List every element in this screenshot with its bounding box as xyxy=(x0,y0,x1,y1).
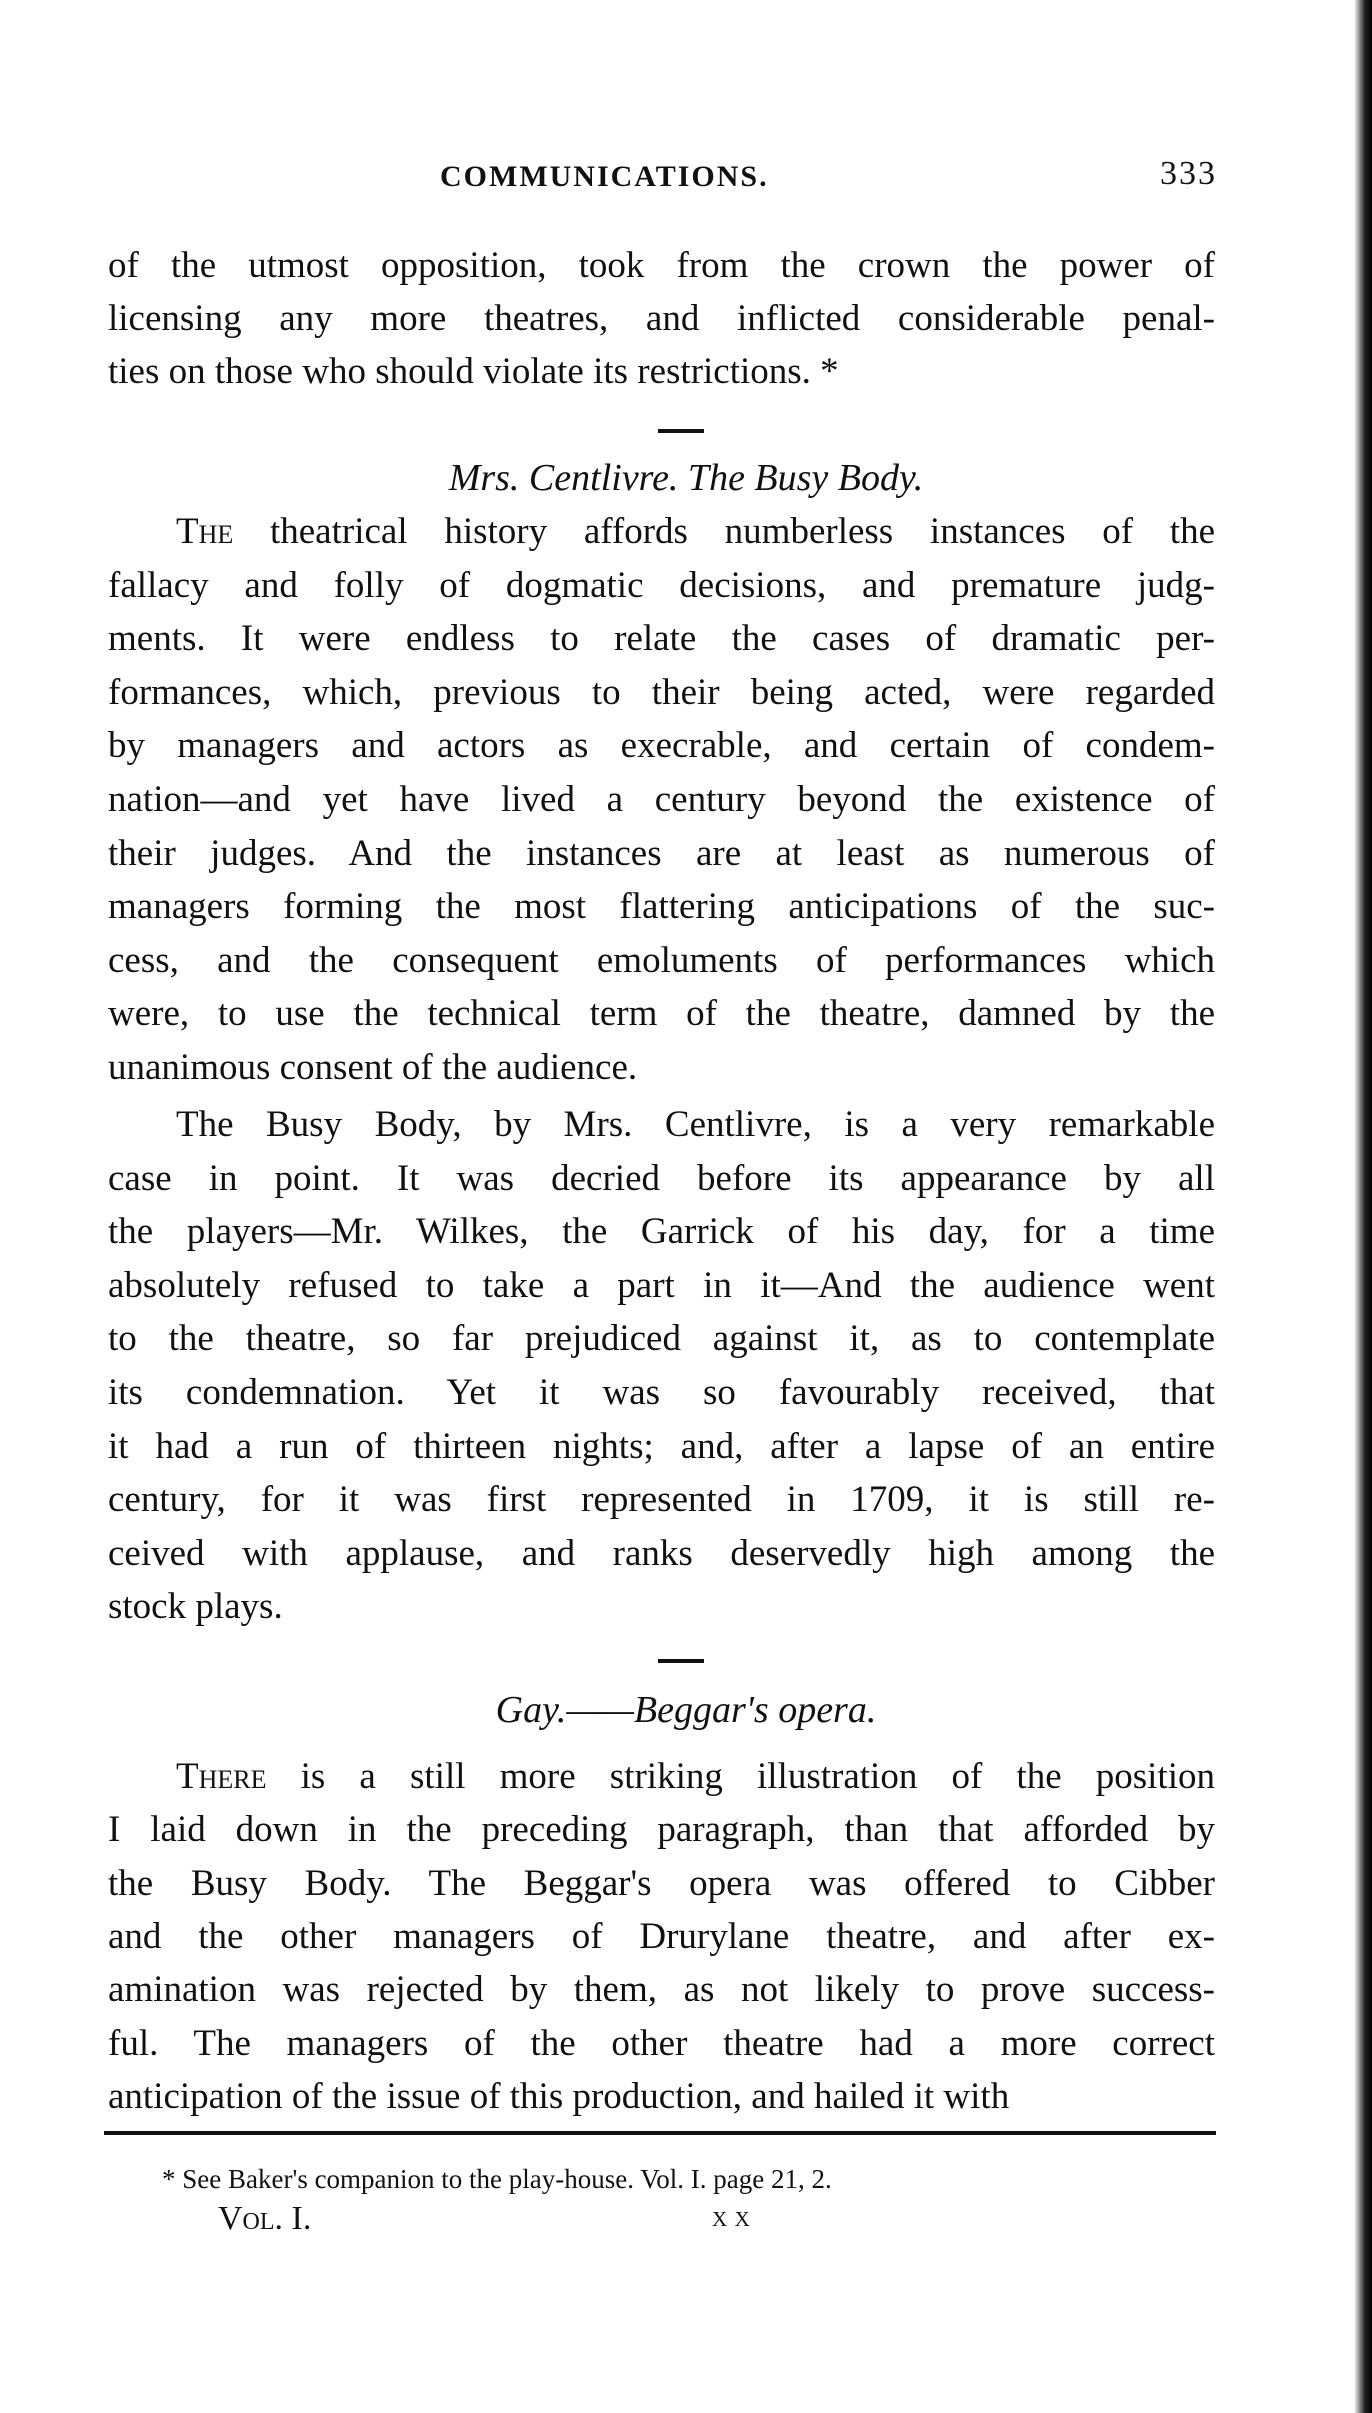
text-line: case in point. It was decried before its appearance by all xyxy=(108,1157,1215,1199)
section-heading: Mrs. Centlivre. The Busy Body. xyxy=(448,457,924,499)
text-line: by managers and actors as execrable, and certain of condem- xyxy=(108,725,1215,767)
page-number: 333 xyxy=(1160,155,1217,192)
text-line: ful. The managers of the other theatre had a more correct xyxy=(108,2022,1215,2064)
text-line: the Busy Body. The Beggar's opera was offered to Cibber xyxy=(108,1862,1215,1904)
text-line: anticipation of the issue of this production, and hailed it with xyxy=(108,2075,1010,2117)
lead-word: The xyxy=(176,511,234,552)
text-line xyxy=(176,1755,1215,1799)
text-line xyxy=(176,510,1215,554)
footnote: * See Baker's companion to the play-house. Vol. I. page 21, 2. xyxy=(162,2164,832,2194)
text-line: their judges. And the instances are at least as numerous of xyxy=(108,832,1215,874)
text-line: absolutely refused to take a part in it—And the audience went xyxy=(108,1264,1215,1306)
text-line: and the other managers of Drurylane theatre, and after ex- xyxy=(108,1915,1215,1957)
text-line: The Busy Body, by Mrs. Centlivre, is a very remarkable xyxy=(176,1104,1215,1145)
text-line: amination was rejected by them, as not likely to prove success- xyxy=(108,1969,1215,2011)
text-line: ments. It were endless to relate the cases of dramatic per- xyxy=(108,618,1215,660)
line-text: theatrical history affords numberless instances of the xyxy=(233,511,1215,552)
text-line: it had a run of thirteen nights; and, after a lapse of an entire xyxy=(108,1425,1215,1467)
section-divider xyxy=(658,1659,704,1663)
text-line: century, for it was first represented in 1709, it is still re- xyxy=(108,1479,1215,1521)
section-divider xyxy=(658,429,704,433)
signature-volume: Vol. I. xyxy=(218,2200,312,2237)
line-text: is a still more striking illustration of the position xyxy=(266,1756,1215,1797)
text-line: formances, which, previous to their being acted, were regarded xyxy=(108,671,1215,713)
page-edge xyxy=(1354,0,1372,2413)
text-line: I laid down in the preceding paragraph, than that afforded by xyxy=(108,1809,1215,1851)
text-line: ties on those who should violate its restrictions. * xyxy=(108,351,839,392)
text-line: were, to use the technical term of the theatre, damned by the xyxy=(108,993,1215,1035)
text-line: unanimous consent of the audience. xyxy=(108,1047,638,1088)
text-line: fallacy and folly of dogmatic decisions, and premature judg- xyxy=(108,564,1215,606)
text-line: to the theatre, so far prejudiced against it, as to contemplate xyxy=(108,1318,1215,1360)
text-line: licensing any more theatres, and inflicted considerable penal- xyxy=(108,298,1215,339)
text-line: ceived with applause, and ranks deservedly high among the xyxy=(108,1532,1215,1574)
signature-mark: x x xyxy=(712,2200,750,2233)
running-header: COMMUNICATIONS. xyxy=(440,160,769,193)
text-line: stock plays. xyxy=(108,1586,283,1628)
footnote-rule xyxy=(104,2131,1216,2135)
lead-word: There xyxy=(176,1756,267,1797)
text-line: the players—Mr. Wilkes, the Garrick of his day, for a time xyxy=(108,1211,1215,1253)
text-line: cess, and the consequent emoluments of performances which xyxy=(108,939,1215,981)
text-line: nation—and yet have lived a century beyond the existence of xyxy=(108,779,1215,820)
text-line: its condemnation. Yet it was so favourably received, that xyxy=(108,1372,1215,1413)
section-heading: Gay.——Beggar's opera. xyxy=(495,1689,877,1731)
text-line: managers forming the most flattering anticipations of the suc- xyxy=(108,886,1215,928)
text-line: of the utmost opposition, took from the crown the power of xyxy=(108,245,1215,286)
